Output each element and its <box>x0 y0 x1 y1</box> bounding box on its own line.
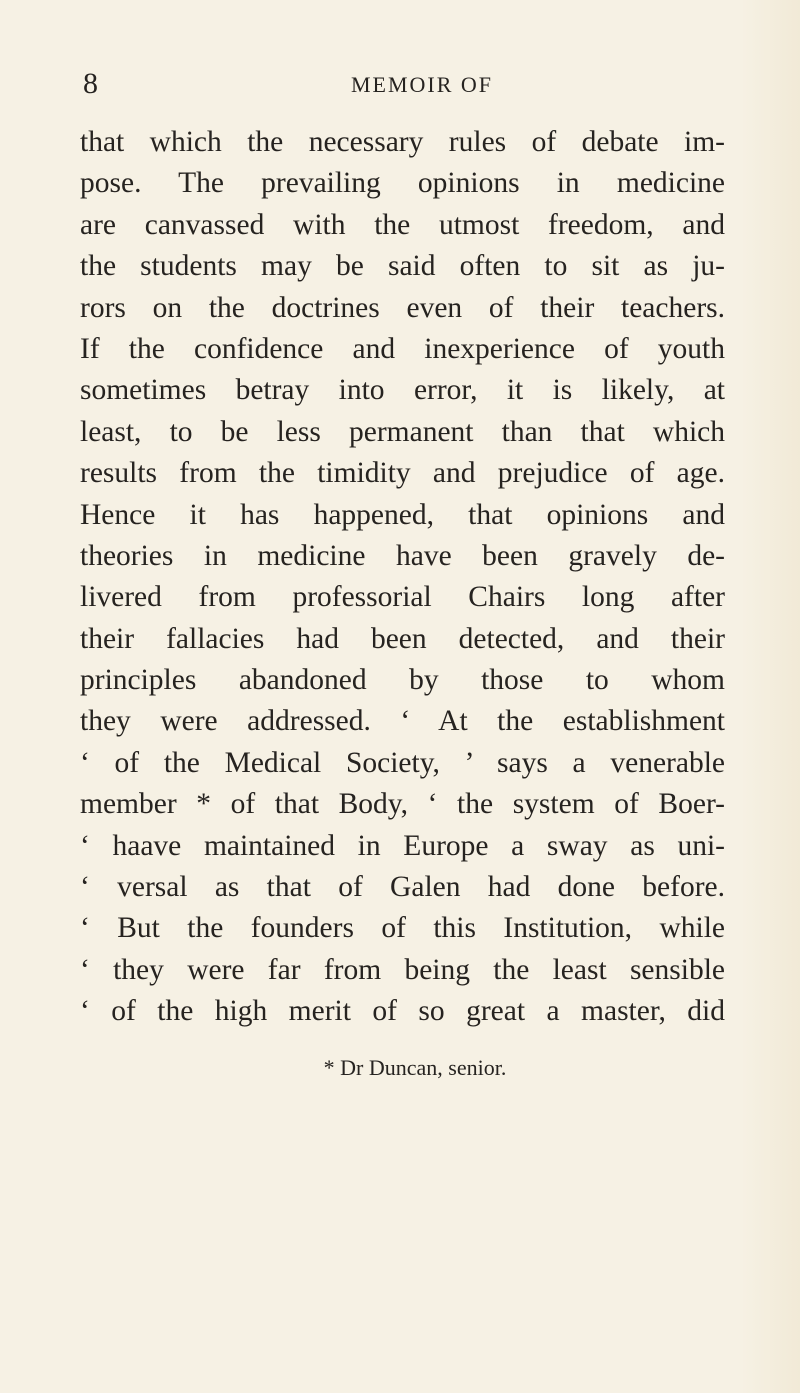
text-line: least, to be less permanent than that which <box>80 415 725 448</box>
text-line: member * of that Body, ‘ the system of Boer- <box>80 788 725 821</box>
text-line: ‘ versal as that of Galen had done before. <box>80 871 725 904</box>
text-line: are canvassed with the utmost freedom, and <box>80 208 725 241</box>
text-line: the students may be said often to sit as ju- <box>80 250 725 283</box>
text-line: they were addressed. ‘ At the establishment <box>80 705 725 738</box>
text-line: sometimes betray into error, it is likely, at <box>80 374 725 407</box>
text-line: ‘ haave maintained in Europe a sway as uni- <box>80 829 725 862</box>
text-line: ‘ But the founders of this Institution, while <box>80 912 725 945</box>
running-head <box>83 66 721 102</box>
text-line: theories in medicine have been gravely de- <box>80 539 725 572</box>
text-line: their fallacies had been detected, and their <box>80 622 725 655</box>
text-line: ‘ of the Medical Society, ’ says a venerable <box>80 746 725 779</box>
text-line: Hence it has happened, that opinions and <box>80 498 725 531</box>
body-text <box>80 122 725 1033</box>
text-line: rors on the doctrines even of their teachers. <box>80 291 725 324</box>
text-line: principles abandoned by those to whom <box>80 664 725 697</box>
text-line: If the confidence and inexperience of youth <box>80 332 725 365</box>
text-line: that which the necessary rules of debate im- <box>80 126 725 158</box>
text-line: pose. The prevailing opinions in medicine <box>80 167 725 200</box>
footnote: * Dr Duncan, senior. <box>323 1055 507 1080</box>
running-title: MEMOIR OF <box>350 72 494 97</box>
page-number: 8 <box>83 67 98 100</box>
text-line: results from the timidity and prejudice of age. <box>80 457 725 490</box>
text-line: livered from professorial Chairs long after <box>80 581 725 614</box>
text-line: ‘ they were far from being the least sensible <box>80 953 725 986</box>
text-line: ‘ of the high merit of so great a master, did <box>80 995 725 1028</box>
page-edge-shading <box>740 0 800 1393</box>
